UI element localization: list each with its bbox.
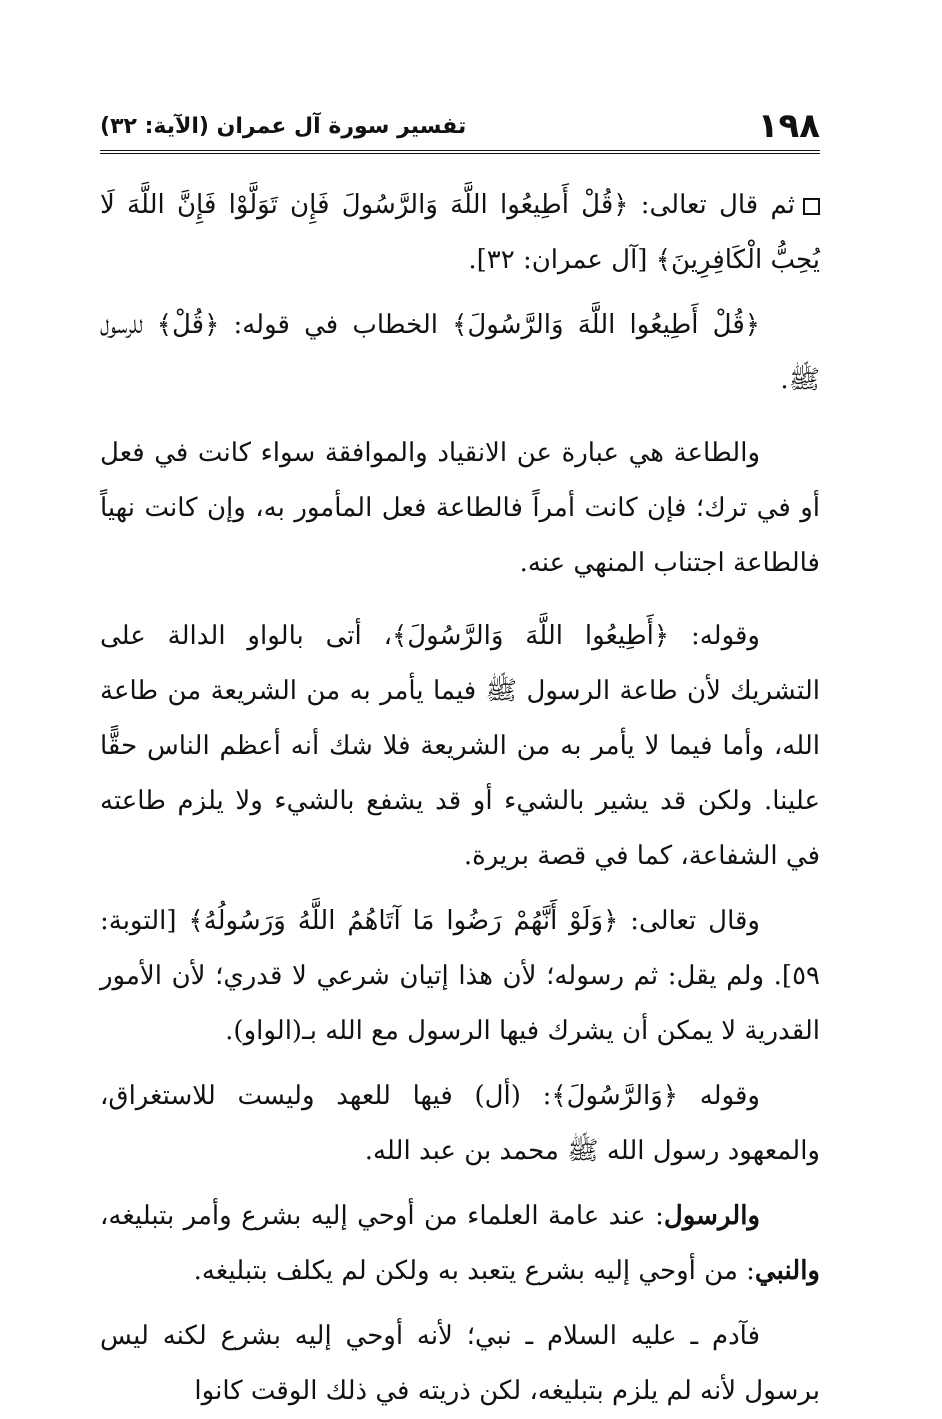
paragraph-1 (100, 178, 820, 288)
paragraph-4-intro: وقوله: (669, 621, 760, 651)
paragraph-3 (100, 426, 820, 591)
paragraph-7 (100, 1189, 820, 1299)
paragraph-2-verse-2: ﴿قُلْ﴾ (156, 310, 220, 340)
page-header (100, 100, 820, 154)
paragraph-4 (100, 609, 820, 884)
square-bullet-icon (803, 198, 820, 215)
page-body (100, 154, 820, 1419)
paragraph-8-text: فآدم ـ عليه السلام ـ نبي؛ لأنه أوحي إليه بشرع لكنه ليس برسول لأنه لم يلزم بتبليغه، لكن ذريته في ذلك الوقت كانوا (100, 1321, 820, 1406)
paragraph-6 (100, 1069, 820, 1179)
paragraph-2-mid: الخطاب في قوله: (219, 310, 453, 340)
paragraph-2 (100, 298, 820, 408)
paragraph-1-intro: ثم قال تعالى: (628, 190, 795, 220)
paragraph-2-tail: للرسول ﷺ. (100, 310, 820, 395)
book-page (100, 100, 820, 1406)
paragraph-6-text: : (أل) فيها للعهد وليست للاستغراق، والمعهود رسول الله ﷺ محمد بن عبد الله. (100, 1081, 820, 1166)
page-number: ١٩٨ (757, 106, 820, 146)
paragraph-7-text-2: : من أوحي إليه بشرع يتعبد به ولكن لم يكلف بتبليغه. (193, 1256, 755, 1286)
paragraph-4-text: ، أتى بالواو الدالة على التشريك لأن طاعة الرسول ﷺ فيما يأمر به من الشريعة من طاعة الله، وأما فيما لا يأمر به من الشريعة فلا شك أنه أعظم الناس حقًّا علينا. ولكن قد يشير بالشيء أو قد يشفع بالشيء ولا يلزم طاعته في الشفاعة، كما في قصة بريرة. (100, 621, 820, 871)
running-title: تفسير سورة آل عمران (الآية: ٣٢) (100, 114, 467, 139)
paragraph-7-text-1: : عند عامة العلماء من أوحي إليه بشرع وأمر بتبليغه، (100, 1201, 664, 1231)
paragraph-6-intro: وقوله (678, 1081, 760, 1111)
paragraph-1-verse: ﴿قُلْ أَطِيعُوا اللَّهَ وَالرَّسُولَ فَإِن تَوَلَّوْا فَإِنَّ اللَّهَ لَا يُحِبُّ الْكَافِرِينَ﴾ (100, 190, 820, 275)
paragraph-6-verse: ﴿وَالرَّسُولَ﴾ (551, 1081, 678, 1111)
paragraph-3-text: والطاعة هي عبارة عن الانقياد والموافقة سواء كانت في فعل أو في ترك؛ فإن كانت أمراً فالطاعة فعل المأمور به، وإن كانت نهياً فالطاعة اجتناب المنهي عنه. (100, 438, 820, 578)
paragraph-5 (100, 894, 820, 1059)
paragraph-2-verse-1: ﴿قُلْ أَطِيعُوا اللَّهَ وَالرَّسُولَ﴾ (452, 310, 760, 340)
paragraph-8 (100, 1309, 820, 1419)
paragraph-5-intro: وقال تعالى: (618, 906, 760, 936)
paragraph-5-verse: ﴿وَلَوْ أَنَّهُمْ رَضُوا مَا آتَاهُمُ اللَّهُ وَرَسُولُهُ﴾ (188, 906, 619, 936)
paragraph-5-text: [التوبة: ٥٩]. ولم يقل: ثم رسوله؛ لأن هذا إتيان شرعي لا قدري؛ لأن الأمور القدرية لا يمكن أن يشرك فيها الرسول مع الله بـ(الواو). (100, 906, 820, 1046)
term-rasul: والرسول (663, 1201, 760, 1231)
term-nabi: والنبي (754, 1256, 820, 1286)
paragraph-1-ref: [آل عمران: ٣٢]. (468, 245, 656, 275)
paragraph-4-verse: ﴿أَطِيعُوا اللَّهَ وَالرَّسُولَ﴾ (392, 621, 670, 651)
